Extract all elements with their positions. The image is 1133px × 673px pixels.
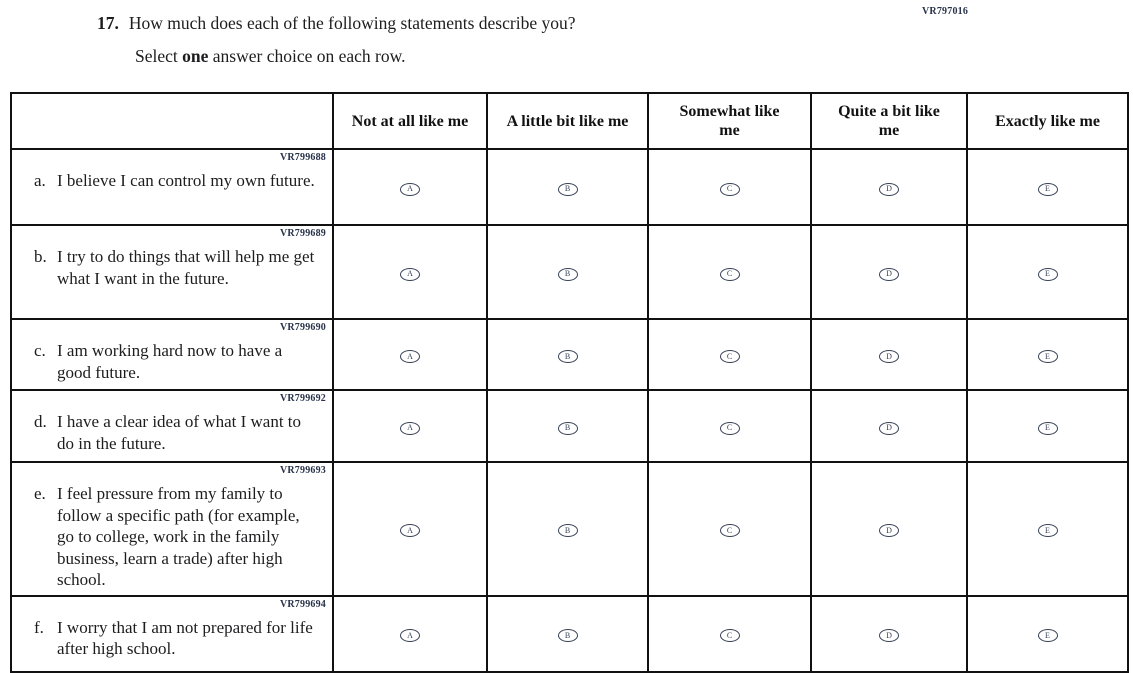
header-row [11,93,1128,149]
answer-cell [333,390,487,462]
column-header-not-at-all: Not at all like me [333,93,487,149]
column-header-a-little-bit: A little bit like me [487,93,648,149]
answer-bubble-a[interactable]: A [400,422,420,435]
answer-cell [967,462,1128,596]
answer-bubble-c[interactable]: C [720,268,740,281]
statement-letter: d. [34,412,47,431]
statement-text [12,337,332,387]
answer-cell [811,596,967,672]
answer-cell [648,319,811,390]
answer-bubble-e[interactable]: E [1038,268,1058,281]
statement-cell [11,149,333,225]
statement-body: I try to do things that will help me get what I want in the future. [57,247,315,288]
answer-cell [811,390,967,462]
answer-cell [333,149,487,225]
row-code: VR799694 [279,598,326,610]
question-number: 17. [97,13,119,33]
answer-bubble-b[interactable]: B [558,524,578,537]
statement-body: I am working hard now to have a good future. [57,341,283,382]
answer-bubble-a[interactable]: A [400,268,420,281]
statement-letter: c. [34,341,46,360]
answer-bubble-d[interactable]: D [879,524,899,537]
answer-cell [333,225,487,319]
answer-cell [811,462,967,596]
answer-cell [648,390,811,462]
column-header-somewhat: Somewhat like me [648,93,811,149]
statement-text [12,408,332,458]
question-instruction [135,46,857,67]
answer-cell [967,149,1128,225]
answer-bubble-e[interactable]: E [1038,350,1058,363]
answer-bubble-b[interactable]: B [558,183,578,196]
answer-bubble-a[interactable]: A [400,524,420,537]
row-code: VR799693 [279,465,326,476]
answer-bubble-a[interactable]: A [400,629,420,642]
answer-cell [487,225,648,319]
answer-matrix-table [10,92,1129,673]
statement-letter: a. [34,171,46,190]
answer-cell [967,390,1128,462]
statement-letter: b. [34,247,47,266]
answer-cell [333,462,487,596]
answer-cell [967,225,1128,319]
answer-cell [967,319,1128,390]
column-header-quite-a-bit: Quite a bit like me [811,93,967,149]
statement-cell [11,596,333,672]
answer-cell [811,319,967,390]
answer-bubble-a[interactable]: A [400,350,420,363]
answer-cell [487,462,648,596]
statement-letter: f. [34,617,44,637]
row-code: VR799689 [279,228,326,239]
row-code: VR799692 [279,393,326,404]
answer-bubble-d[interactable]: D [879,183,899,196]
column-header-exactly: Exactly like me [967,93,1128,149]
answer-bubble-b[interactable]: B [558,350,578,363]
answer-cell [333,319,487,390]
answer-bubble-e[interactable]: E [1038,183,1058,196]
answer-bubble-e[interactable]: E [1038,422,1058,435]
answer-cell [487,596,648,672]
answer-bubble-d[interactable]: D [879,422,899,435]
statement-column-header [11,93,333,149]
table-row [11,596,1128,672]
answer-bubble-b[interactable]: B [558,629,578,642]
answer-bubble-d[interactable]: D [879,629,899,642]
question-block [97,12,857,67]
form-code: VR797016 [922,6,969,17]
statement-letter: e. [34,484,46,503]
answer-cell [487,149,648,225]
answer-bubble-c[interactable]: C [720,350,740,363]
table-row [11,462,1128,596]
answer-cell [333,596,487,672]
answer-cell [648,149,811,225]
statement-text [12,243,332,293]
answer-bubble-d[interactable]: D [879,350,899,363]
answer-bubble-e[interactable]: E [1038,524,1058,537]
answer-bubble-c[interactable]: C [720,183,740,196]
statement-body: I feel pressure from my family to follow a specific path (for example, go to college, work in the family business, learn a trade) after high school. [57,484,300,589]
answer-bubble-e[interactable]: E [1038,629,1058,642]
statement-body: I have a clear idea of what I want to do in the future. [57,412,302,453]
answer-cell [487,319,648,390]
statement-cell [11,390,333,462]
answer-bubble-c[interactable]: C [720,524,740,537]
answer-bubble-c[interactable]: C [720,629,740,642]
answer-cell [648,225,811,319]
statement-text [12,480,332,595]
row-code: VR799690 [279,322,326,333]
answer-bubble-d[interactable]: D [879,268,899,281]
table-row [11,390,1128,462]
answer-cell [487,390,648,462]
answer-bubble-c[interactable]: C [720,422,740,435]
instruction-suffix: answer choice on each row. [208,46,406,66]
answer-cell [811,149,967,225]
answer-cell [967,596,1128,672]
table-row [11,149,1128,225]
answer-cell [648,462,811,596]
answer-cell [648,596,811,672]
table-row [11,225,1128,319]
question-text: How much does each of the following statements describe you? [128,13,576,33]
statement-text [12,614,332,664]
statement-body: I worry that I am not prepared for life after high school. [57,617,313,658]
row-code: VR799688 [279,152,326,163]
answer-cell [811,225,967,319]
answer-bubble-b[interactable]: B [558,268,578,281]
answer-bubble-a[interactable]: A [400,183,420,196]
table-row [11,319,1128,390]
instruction-prefix: Select [135,46,183,66]
statement-cell [11,319,333,390]
statement-text [12,167,332,196]
statement-cell [11,225,333,319]
statement-cell [11,462,333,596]
answer-bubble-b[interactable]: B [558,422,578,435]
statement-body: I believe I can control my own future. [57,171,315,190]
instruction-bold-word: one [182,46,209,66]
